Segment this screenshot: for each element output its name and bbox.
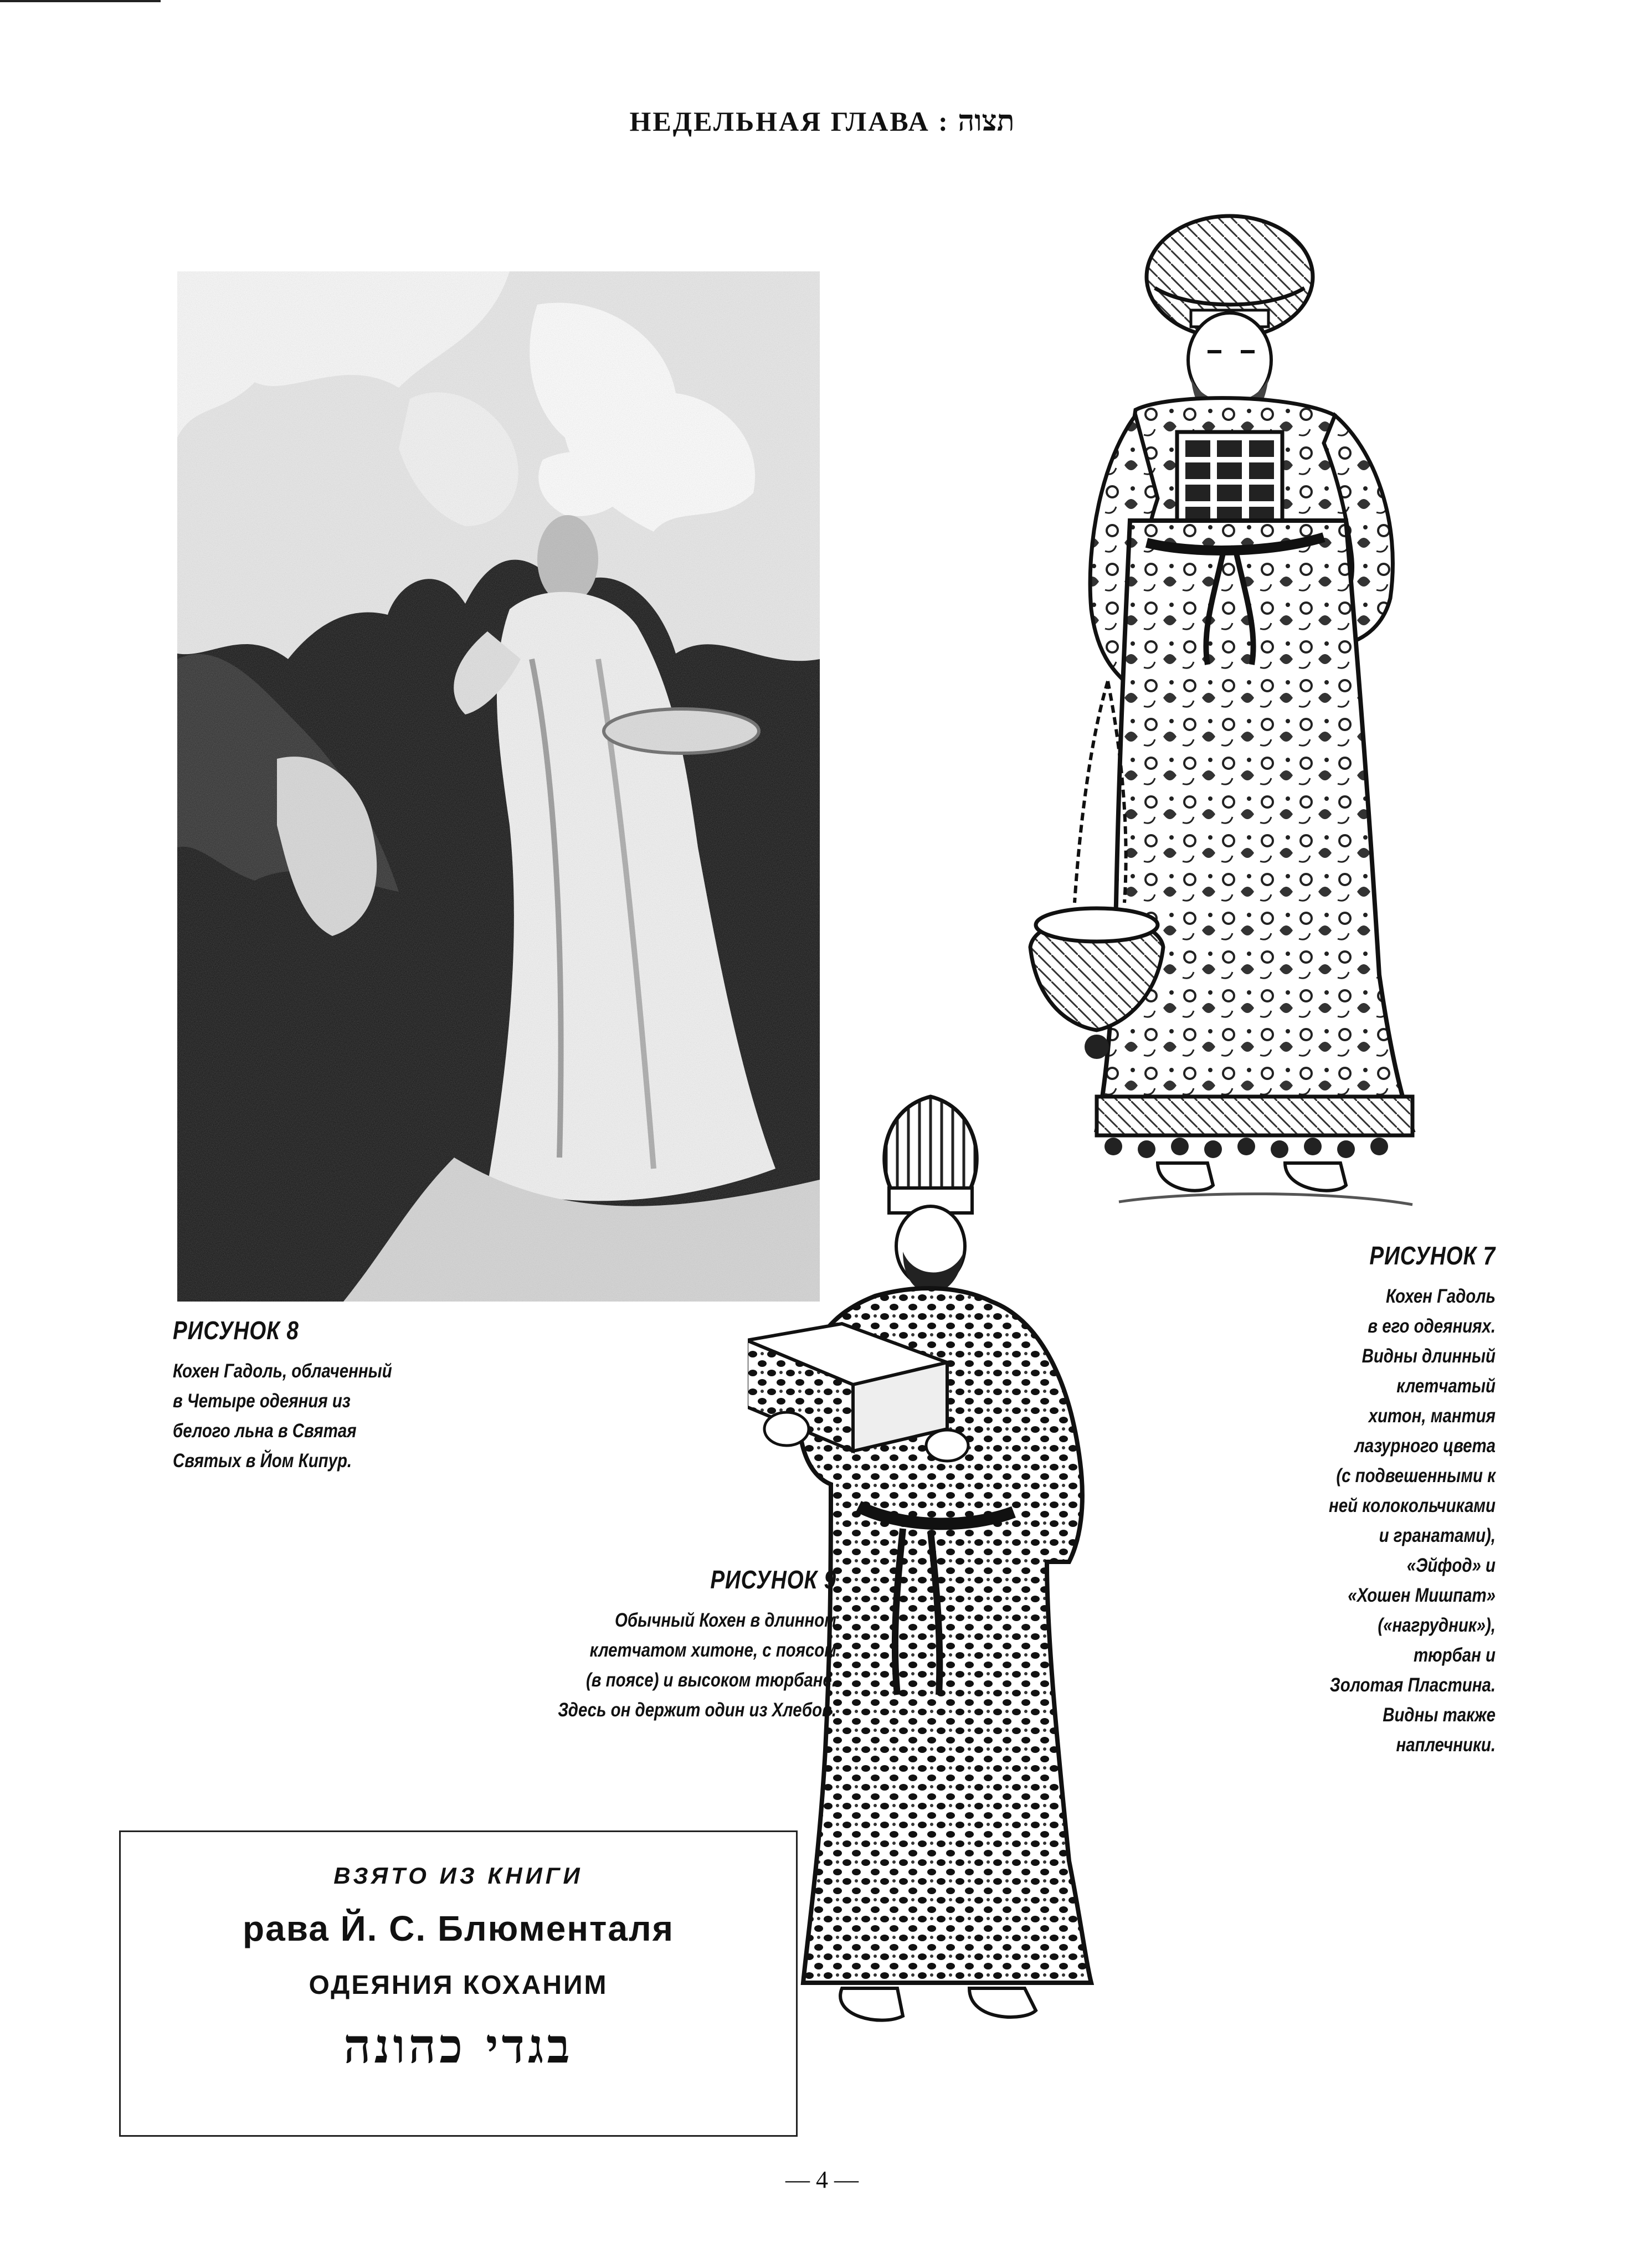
figure-9-line: клетчатом хитоне, с поясом bbox=[589, 1639, 836, 1661]
figure-7-line: «Эйфод» и bbox=[1406, 1555, 1496, 1576]
book-author: рава Й. С. Блюменталя bbox=[243, 1909, 674, 1948]
figure-7-caption bbox=[1235, 1241, 1496, 1760]
figure-8-line: белого льна в Святая bbox=[173, 1420, 357, 1442]
page-number: — 4 — bbox=[785, 2166, 859, 2193]
figure-7-illustration bbox=[1025, 210, 1484, 1224]
figure-8-line: Кохен Гадоль, облаченный bbox=[173, 1360, 392, 1382]
figure-8-caption bbox=[173, 1315, 461, 1476]
chapter-name-hebrew: תצוה bbox=[958, 106, 1015, 137]
figure-7-line: Видны длинный bbox=[1362, 1345, 1496, 1367]
chapter-label: НЕДЕЛЬНАЯ ГЛАВА : bbox=[629, 106, 949, 137]
figure-7-line: клетчатый bbox=[1396, 1375, 1496, 1397]
figure-7-line: Кохен Гадоль bbox=[1386, 1285, 1496, 1307]
figure-9-illustration bbox=[748, 1086, 1130, 2038]
figure-7-line: (с подвешенными к bbox=[1336, 1465, 1496, 1487]
corner-rule bbox=[0, 0, 161, 2]
figure-7-line: хитон, мантия bbox=[1368, 1405, 1496, 1427]
figure-7-line: Видны также bbox=[1383, 1704, 1496, 1726]
figure-7-line: лазурного цвета bbox=[1354, 1435, 1496, 1457]
figure-9-line: (в поясе) и высоком тюрбане. bbox=[585, 1669, 836, 1691]
figure-8-line: Святых в Йом Кипур. bbox=[173, 1450, 352, 1472]
figure-7-line: Золотая Пластина. bbox=[1329, 1674, 1496, 1696]
figure-9-title: РИСУНОК 9 bbox=[710, 1565, 836, 1594]
figure-7-line: наплечники. bbox=[1396, 1734, 1496, 1756]
book-credit-box bbox=[119, 1830, 798, 2137]
figure-7-line: и гранатами), bbox=[1379, 1525, 1496, 1546]
figure-9-line: Обычный Кохен в длинном bbox=[615, 1609, 836, 1631]
figure-9-caption bbox=[487, 1565, 836, 1725]
figure-7-line: в его одеяниях. bbox=[1368, 1315, 1496, 1337]
figure-8-photo bbox=[177, 271, 820, 1302]
book-title-hebrew: בגדי כהונה bbox=[343, 2018, 573, 2074]
figure-7-line: «Хошен Мишпат» bbox=[1348, 1585, 1496, 1606]
figure-9-line: Здесь он держит один из Хлебов. bbox=[558, 1699, 836, 1721]
figure-8-title: РИСУНОК 8 bbox=[173, 1316, 299, 1345]
page-header bbox=[0, 105, 1644, 138]
figure-7-line: («нагрудник»), bbox=[1378, 1614, 1496, 1636]
figure-8-line: в Четыре одеяния из bbox=[173, 1390, 351, 1412]
figure-7-line: тюрбан и bbox=[1414, 1644, 1496, 1666]
book-intro: ВЗЯТО ИЗ КНИГИ bbox=[333, 1863, 583, 1889]
figure-7-line: ней колокольчиками bbox=[1328, 1495, 1496, 1516]
figure-7-title: РИСУНОК 7 bbox=[1369, 1241, 1496, 1270]
book-title-russian: ОДЕЯНИЯ КОХАНИМ bbox=[309, 1971, 608, 2000]
